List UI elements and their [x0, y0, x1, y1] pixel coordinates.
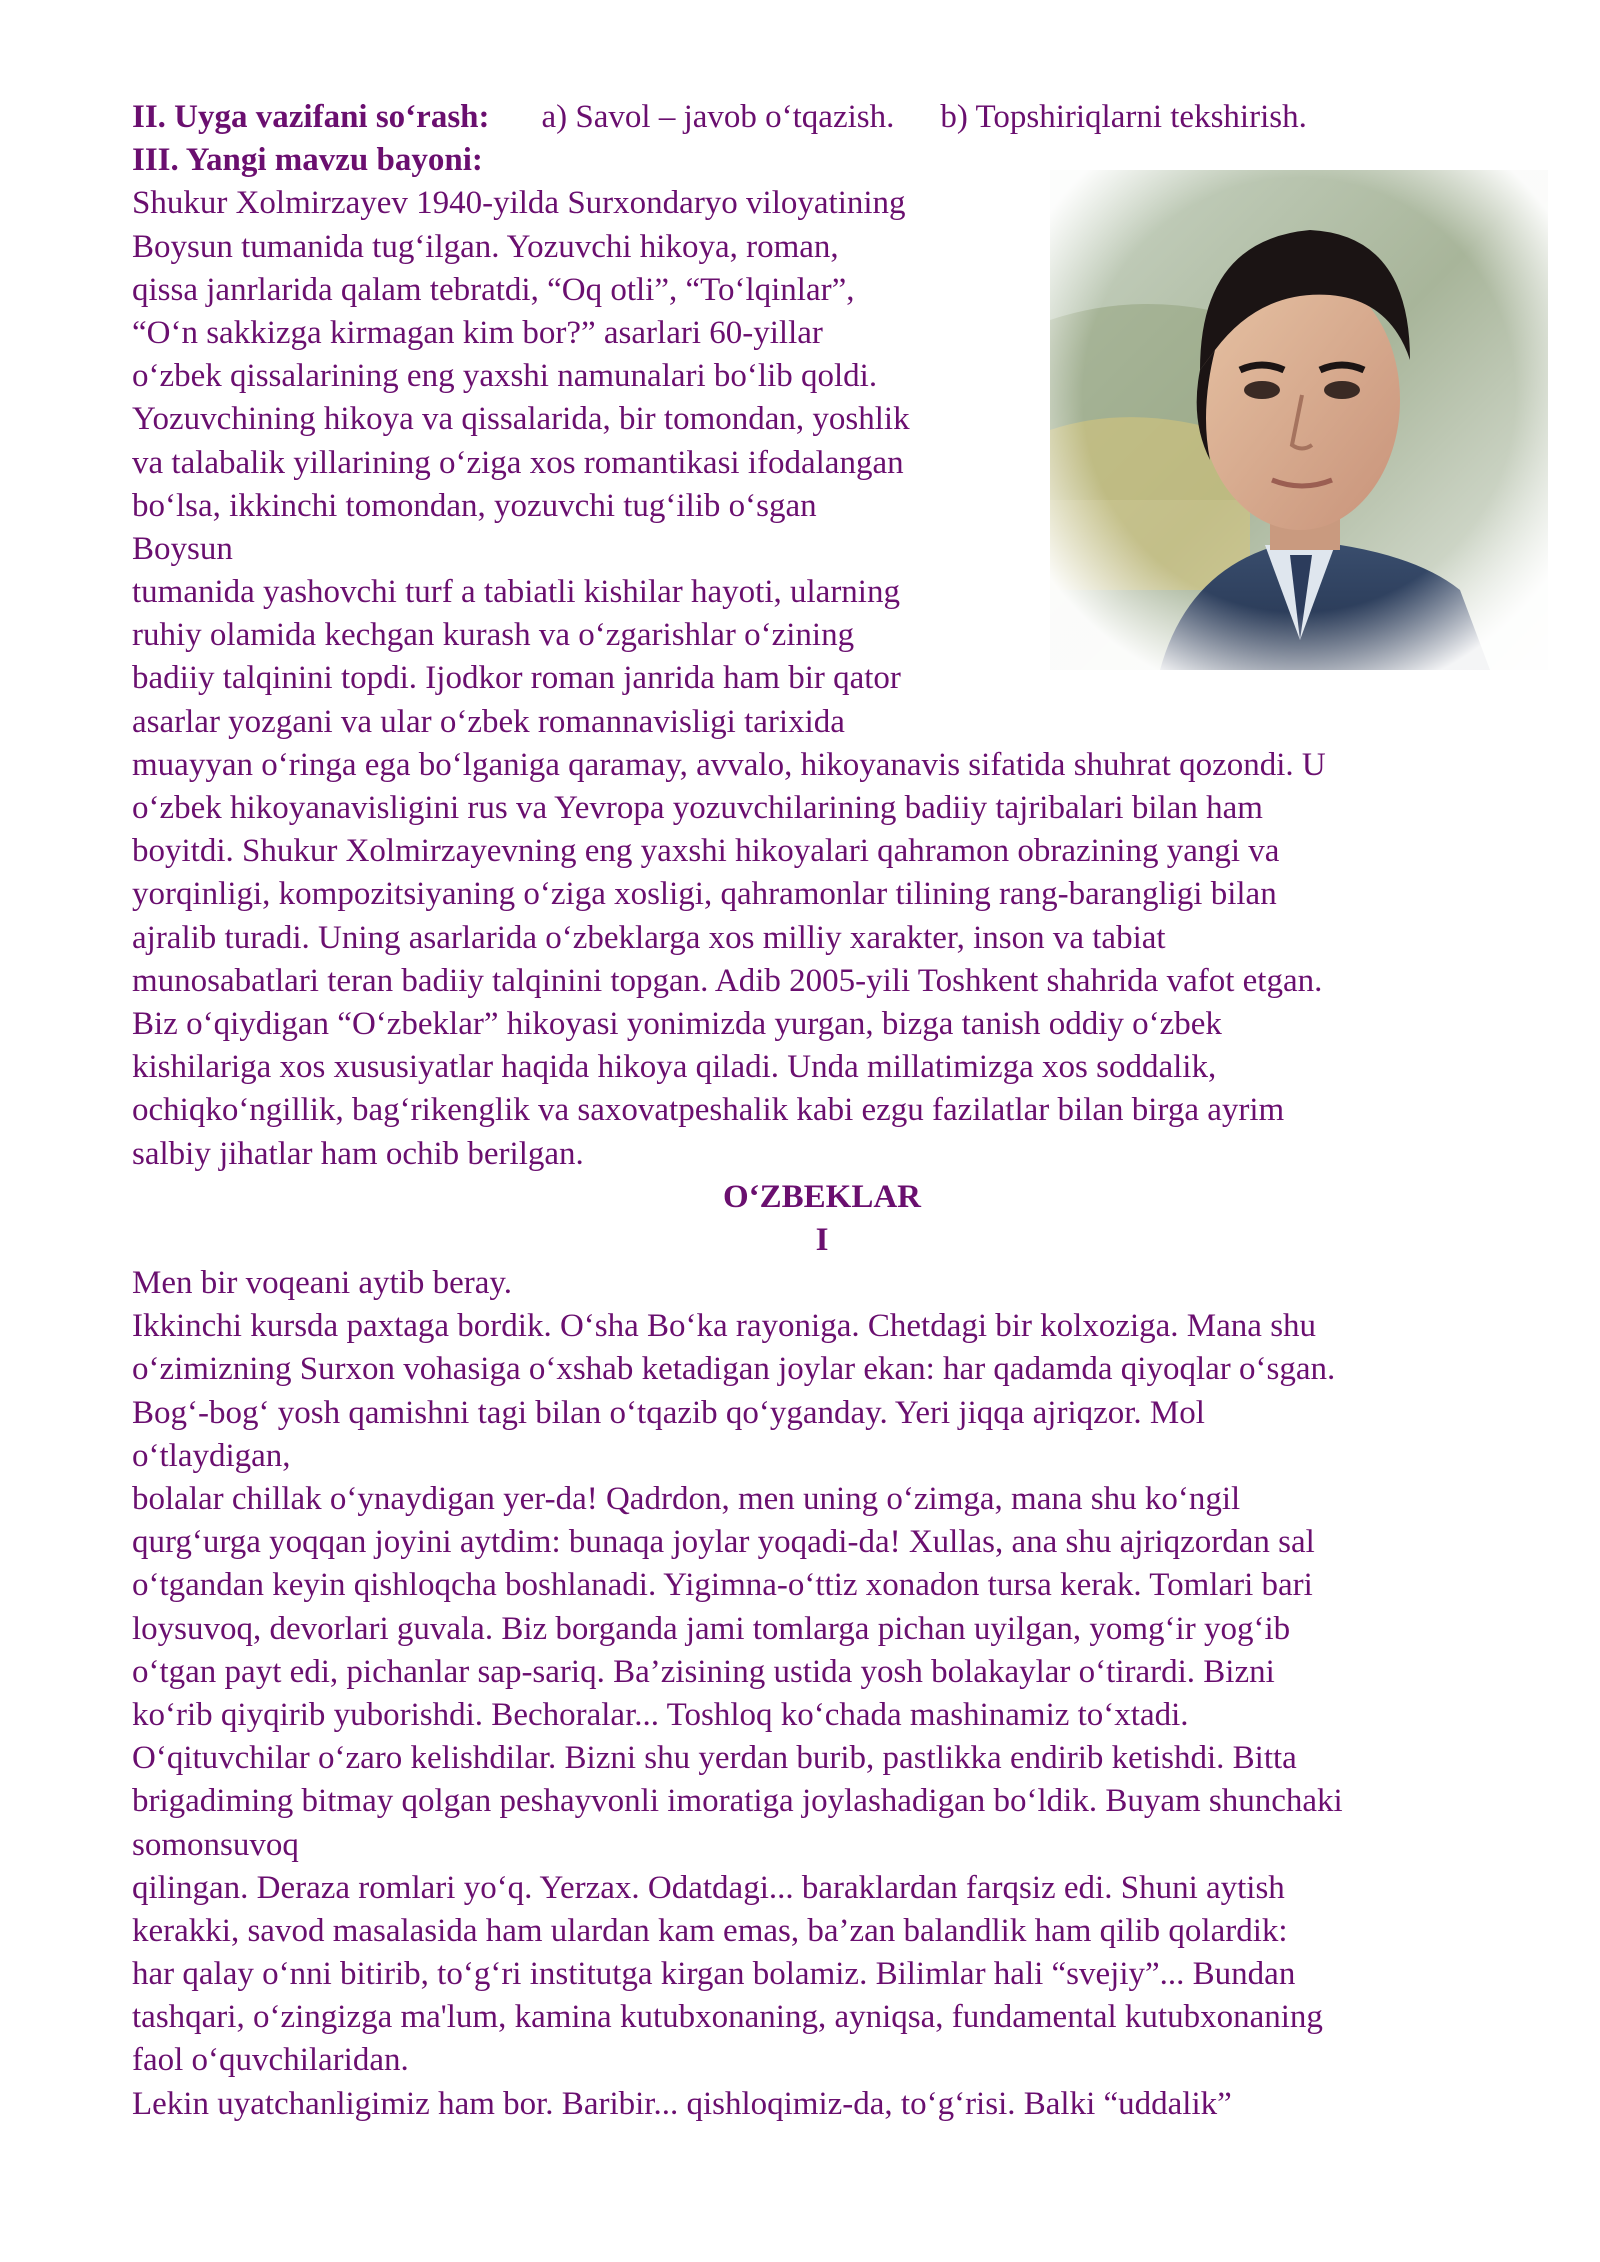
- bio-line: ruhiy olamida kechgan kurash va o‘zgarishlar o‘zining: [132, 617, 855, 654]
- story-line: har qalay o‘nni bitirib, to‘g‘ri institutga kirgan bolamiz. Bilimlar hali “svejiy”... Bundan: [132, 1956, 1296, 1993]
- bio-line: boyitdi. Shukur Xolmirzayevning eng yaxshi hikoyalari qahramon obrazining yangi va: [132, 833, 1280, 870]
- bio-line: qissa janrlarida qalam tebratdi, “Oq otli”, “To‘lqinlar”,: [132, 271, 855, 308]
- bio-line: muayyan o‘ringa ega bo‘lganiga qaramay, avvalo, hikoyanavis sifatida shuhrat qozondi. U: [132, 746, 1326, 783]
- story-line: Men bir voqeani aytib beray.: [132, 1265, 512, 1302]
- bio-line: kishilariga xos xususiyatlar haqida hikoya qiladi. Unda millatimizga xos soddalik,: [132, 1049, 1217, 1086]
- story-text: [132, 1262, 1512, 2126]
- story-line: brigadiming bitmay qolgan peshayvonli imoratiga joylashadigan bo‘ldik. Buyam shunchaki: [132, 1783, 1343, 1820]
- story-part-number: I: [815, 1221, 829, 1258]
- story-line: qurg‘urga yoqqan joyini aytdim: bunaqa joylar yoqadi-da! Xullas, ana shu ajriqzordan sal: [132, 1524, 1315, 1561]
- bio-line: Yozuvchining hikoya va qissalarida, bir tomondan, yoshlik: [132, 401, 910, 438]
- section-2-item-b: b) Topshiriqlarni tekshirish.: [940, 99, 1307, 135]
- bio-line: bo‘lsa, ikkinchi tomondan, yozuvchi tug‘ilib o‘sgan: [132, 487, 817, 524]
- bio-line: ochiqko‘ngillik, bag‘rikenglik va saxovatpeshalik kabi ezgu fazilatlar bilan birga ayrim: [132, 1092, 1285, 1129]
- story-line: kerakki, savod masalasida ham ulardan kam emas, ba’zan balandlik ham qilib qolardik:: [132, 1912, 1288, 1949]
- section-2-item-a: a) Savol – javob o‘tqazish.: [541, 99, 895, 135]
- bio-line: o‘zbek hikoyanavisligini rus va Yevropa yozuvchilarining badiiy tajribalari bilan ham: [132, 790, 1263, 826]
- story-line: o‘tlaydigan,: [132, 1437, 291, 1474]
- section-2-title: II. Uyga vazifani so‘rash:: [132, 99, 490, 135]
- bio-line: va talabalik yillarining o‘ziga xos romantikasi ifodalangan: [132, 444, 904, 481]
- story-line: o‘tgandan keyin qishloqcha boshlanadi. Yigimna-o‘ttiz xonadon tursa kerak. Tomlari bari: [132, 1567, 1313, 1604]
- story-title: O‘ZBEKLAR: [722, 1178, 922, 1215]
- story-line: qilingan. Deraza romlari yo‘q. Yerzax. Odatdagi... baraklardan farqsiz edi. Shuni aytish: [132, 1869, 1285, 1906]
- bio-line: Shukur Xolmirzayev 1940-yilda Surxondaryo viloyatining: [132, 185, 906, 222]
- bio-line: asarlar yozgani va ular o‘zbek romannavisligi tarixida: [132, 703, 845, 740]
- story-line: loysuvoq, devorlari guvala. Biz borganda jami tomlarga pichan uyilgan, yomg‘ir yog‘ib: [132, 1610, 1291, 1647]
- bio-line: badiiy talqinini topdi. Ijodkor roman janrida ham bir qator: [132, 660, 901, 697]
- story-line: tashqari, o‘zingizga ma'lum, kamina kutubxonaning, ayniqsa, fundamental kutubxonaning: [132, 1999, 1323, 2036]
- story-line: Bog‘-bog‘ yosh qamishni tagi bilan o‘tqazib qo‘yganday. Yeri jiqqa ajriqzor. Mol: [132, 1394, 1205, 1431]
- story-line: Ikkinchi kursda paxtaga bordik. O‘sha Bo‘ka rayoniga. Chetdagi bir kolxoziga. Mana shu: [132, 1308, 1317, 1345]
- bio-line: o‘zbek qissalarining eng yaxshi namunalari bo‘lib qoldi.: [132, 358, 878, 395]
- story-line: o‘zimizning Surxon vohasiga o‘xshab ketadigan joylar ekan: har qadamda qiyoqlar o‘sgan.: [132, 1351, 1336, 1388]
- story-line: bolalar chillak o‘ynaydigan yer-da! Qadrdon, men uning o‘zimga, mana shu ko‘ngil: [132, 1481, 1241, 1517]
- bio-line: ajralib turadi. Uning asarlarida o‘zbeklarga xos milliy xarakter, inson va tabiat: [132, 919, 1166, 956]
- story-line: o‘tgan payt edi, pichanlar sap-sariq. Ba’zisining ustida yosh bolakaylar o‘tirardi. Bizni: [132, 1653, 1275, 1690]
- bio-line: munosabatlari teran badiiy talqinini topgan. Adib 2005-yili Toshkent shahrida vafot etgan.: [132, 962, 1323, 999]
- author-portrait: [1050, 170, 1548, 670]
- bio-line: yorqinligi, kompozitsiyaning o‘ziga xosligi, qahramonlar tilining rang-barangligi bilan: [132, 876, 1277, 913]
- bio-line: salbiy jihatlar ham ochib berilgan.: [132, 1135, 584, 1172]
- homework-check-row: [132, 96, 1512, 139]
- bio-line: Biz o‘qiydigan “O‘zbeklar” hikoyasi yonimizda yurgan, bizga tanish oddiy o‘zbek: [132, 1005, 1222, 1042]
- bio-line: Boysun: [132, 530, 233, 567]
- story-line: Lekin uyatchanligimiz ham bor. Baribir... qishloqimiz-da, to‘g‘risi. Balki “uddalik”: [132, 2085, 1232, 2122]
- bio-line: Boysun tumanida tug‘ilgan. Yozuvchi hikoya, roman,: [132, 228, 839, 265]
- bio-line: tumanida yashovchi turf a tabiatli kishilar hayoti, ularning: [132, 574, 900, 611]
- story-line: O‘qituvchilar o‘zaro kelishdilar. Bizni shu yerdan burib, pastlikka endirib ketishdi. Bitta: [132, 1740, 1297, 1777]
- story-line: ko‘rib qiyqirib yuborishdi. Bechoralar... Toshloq ko‘chada mashinamiz to‘xtadi.: [132, 1696, 1189, 1733]
- story-line: faol o‘quvchilaridan.: [132, 2042, 409, 2079]
- author-portrait-illustration: [1050, 170, 1548, 670]
- story-line: somonsuvoq: [132, 1826, 299, 1863]
- bio-line: “O‘n sakkizga kirmagan kim bor?” asarlari 60-yillar: [132, 314, 823, 351]
- section-3-title: III. Yangi mavzu bayoni:: [132, 142, 483, 179]
